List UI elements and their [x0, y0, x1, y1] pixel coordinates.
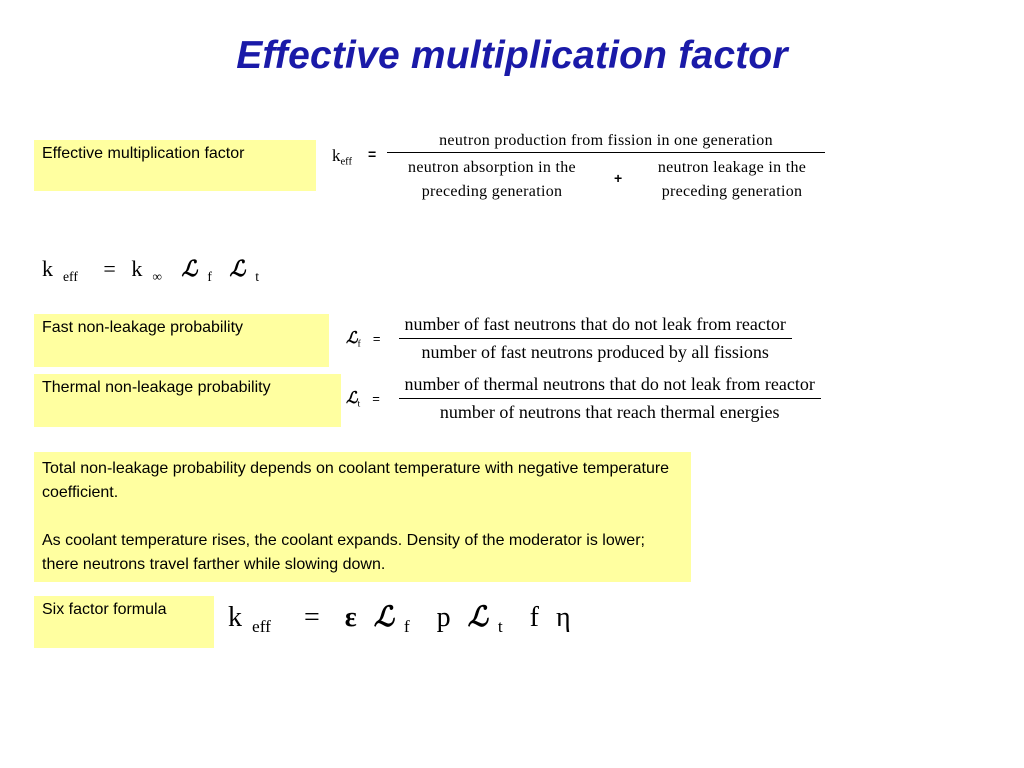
six-factor-equation: [228, 600, 581, 637]
keff-symbol: k $_{eff}$: [42, 256, 78, 284]
thermal-utilization-symbol: f: [529, 602, 539, 633]
paragraph-temperature-coefficient: Total non-leakage probability depends on coolant temperature with negative temperature coefficient.: [42, 460, 670, 501]
reproduction-factor-symbol: η: [556, 602, 571, 633]
k-infinity-symbol: k $_\infty$: [131, 256, 163, 284]
fast-nonleakage-symbol: ℒ $_f$: [181, 256, 212, 284]
label-effective-multiplication-factor: [34, 140, 316, 191]
fraction: [399, 374, 821, 423]
fraction: [399, 314, 792, 363]
label-thermal-nonleakage: [34, 374, 341, 427]
label-text: Thermal non-leakage probability: [42, 379, 271, 396]
keff-product-equation: [42, 256, 279, 285]
paragraph-coolant-expansion: As coolant temperature rises, the coolant expands. Density of the moderator is lower; there neutrons travel farther while slowing down.: [42, 532, 645, 573]
equals-sign: =: [103, 256, 116, 281]
label-text: Six factor formula: [42, 601, 167, 618]
label-fast-nonleakage: [34, 314, 329, 367]
equals-sign: =: [303, 602, 320, 633]
numerator-text: number of fast neutrons that do not leak from reactor: [404, 314, 786, 334]
label-text: Effective multiplication factor: [42, 145, 245, 162]
denominator-text: number of fast neutrons produced by all fissions: [399, 338, 792, 363]
thermal-nonleakage-symbol: ℒ $_t$: [229, 256, 260, 284]
label-six-factor-formula: [34, 596, 214, 648]
thermal-nonleakage-equation: [346, 374, 821, 423]
keff-symbol: $k_{eff}$: [332, 146, 352, 168]
equals-sign: =: [368, 146, 377, 162]
fast-nonleakage-symbol: ℒ $_f$: [373, 600, 410, 637]
total-nonleakage-explanation: [34, 452, 691, 582]
denominator-text: number of neutrons that reach thermal energies: [399, 398, 821, 423]
denominator-leakage: neutron leakage in the preceding generation: [657, 159, 807, 200]
equation-lhs: ℒ$_t$ =: [346, 387, 380, 410]
plus-sign: +: [614, 170, 623, 186]
fast-nonleakage-equation: [346, 314, 792, 363]
numerator-text: number of thermal neutrons that do not leak from reactor: [404, 374, 815, 394]
slide-title: Effective multiplication factor: [236, 34, 788, 77]
resonance-escape-symbol: p: [436, 602, 451, 633]
fast-fission-factor-symbol: ε: [344, 602, 357, 633]
numerator-text: neutron production from fission in one generation: [387, 132, 825, 153]
label-text: Fast non-leakage probability: [42, 319, 244, 336]
denominator-absorption: neutron absorption in the preceding generation: [408, 159, 576, 200]
equation-lhs: ℒ$_f$ =: [346, 327, 381, 350]
keff-symbol: k $_{eff}$: [228, 602, 271, 637]
thermal-nonleakage-symbol: ℒ $_t$: [467, 600, 503, 637]
